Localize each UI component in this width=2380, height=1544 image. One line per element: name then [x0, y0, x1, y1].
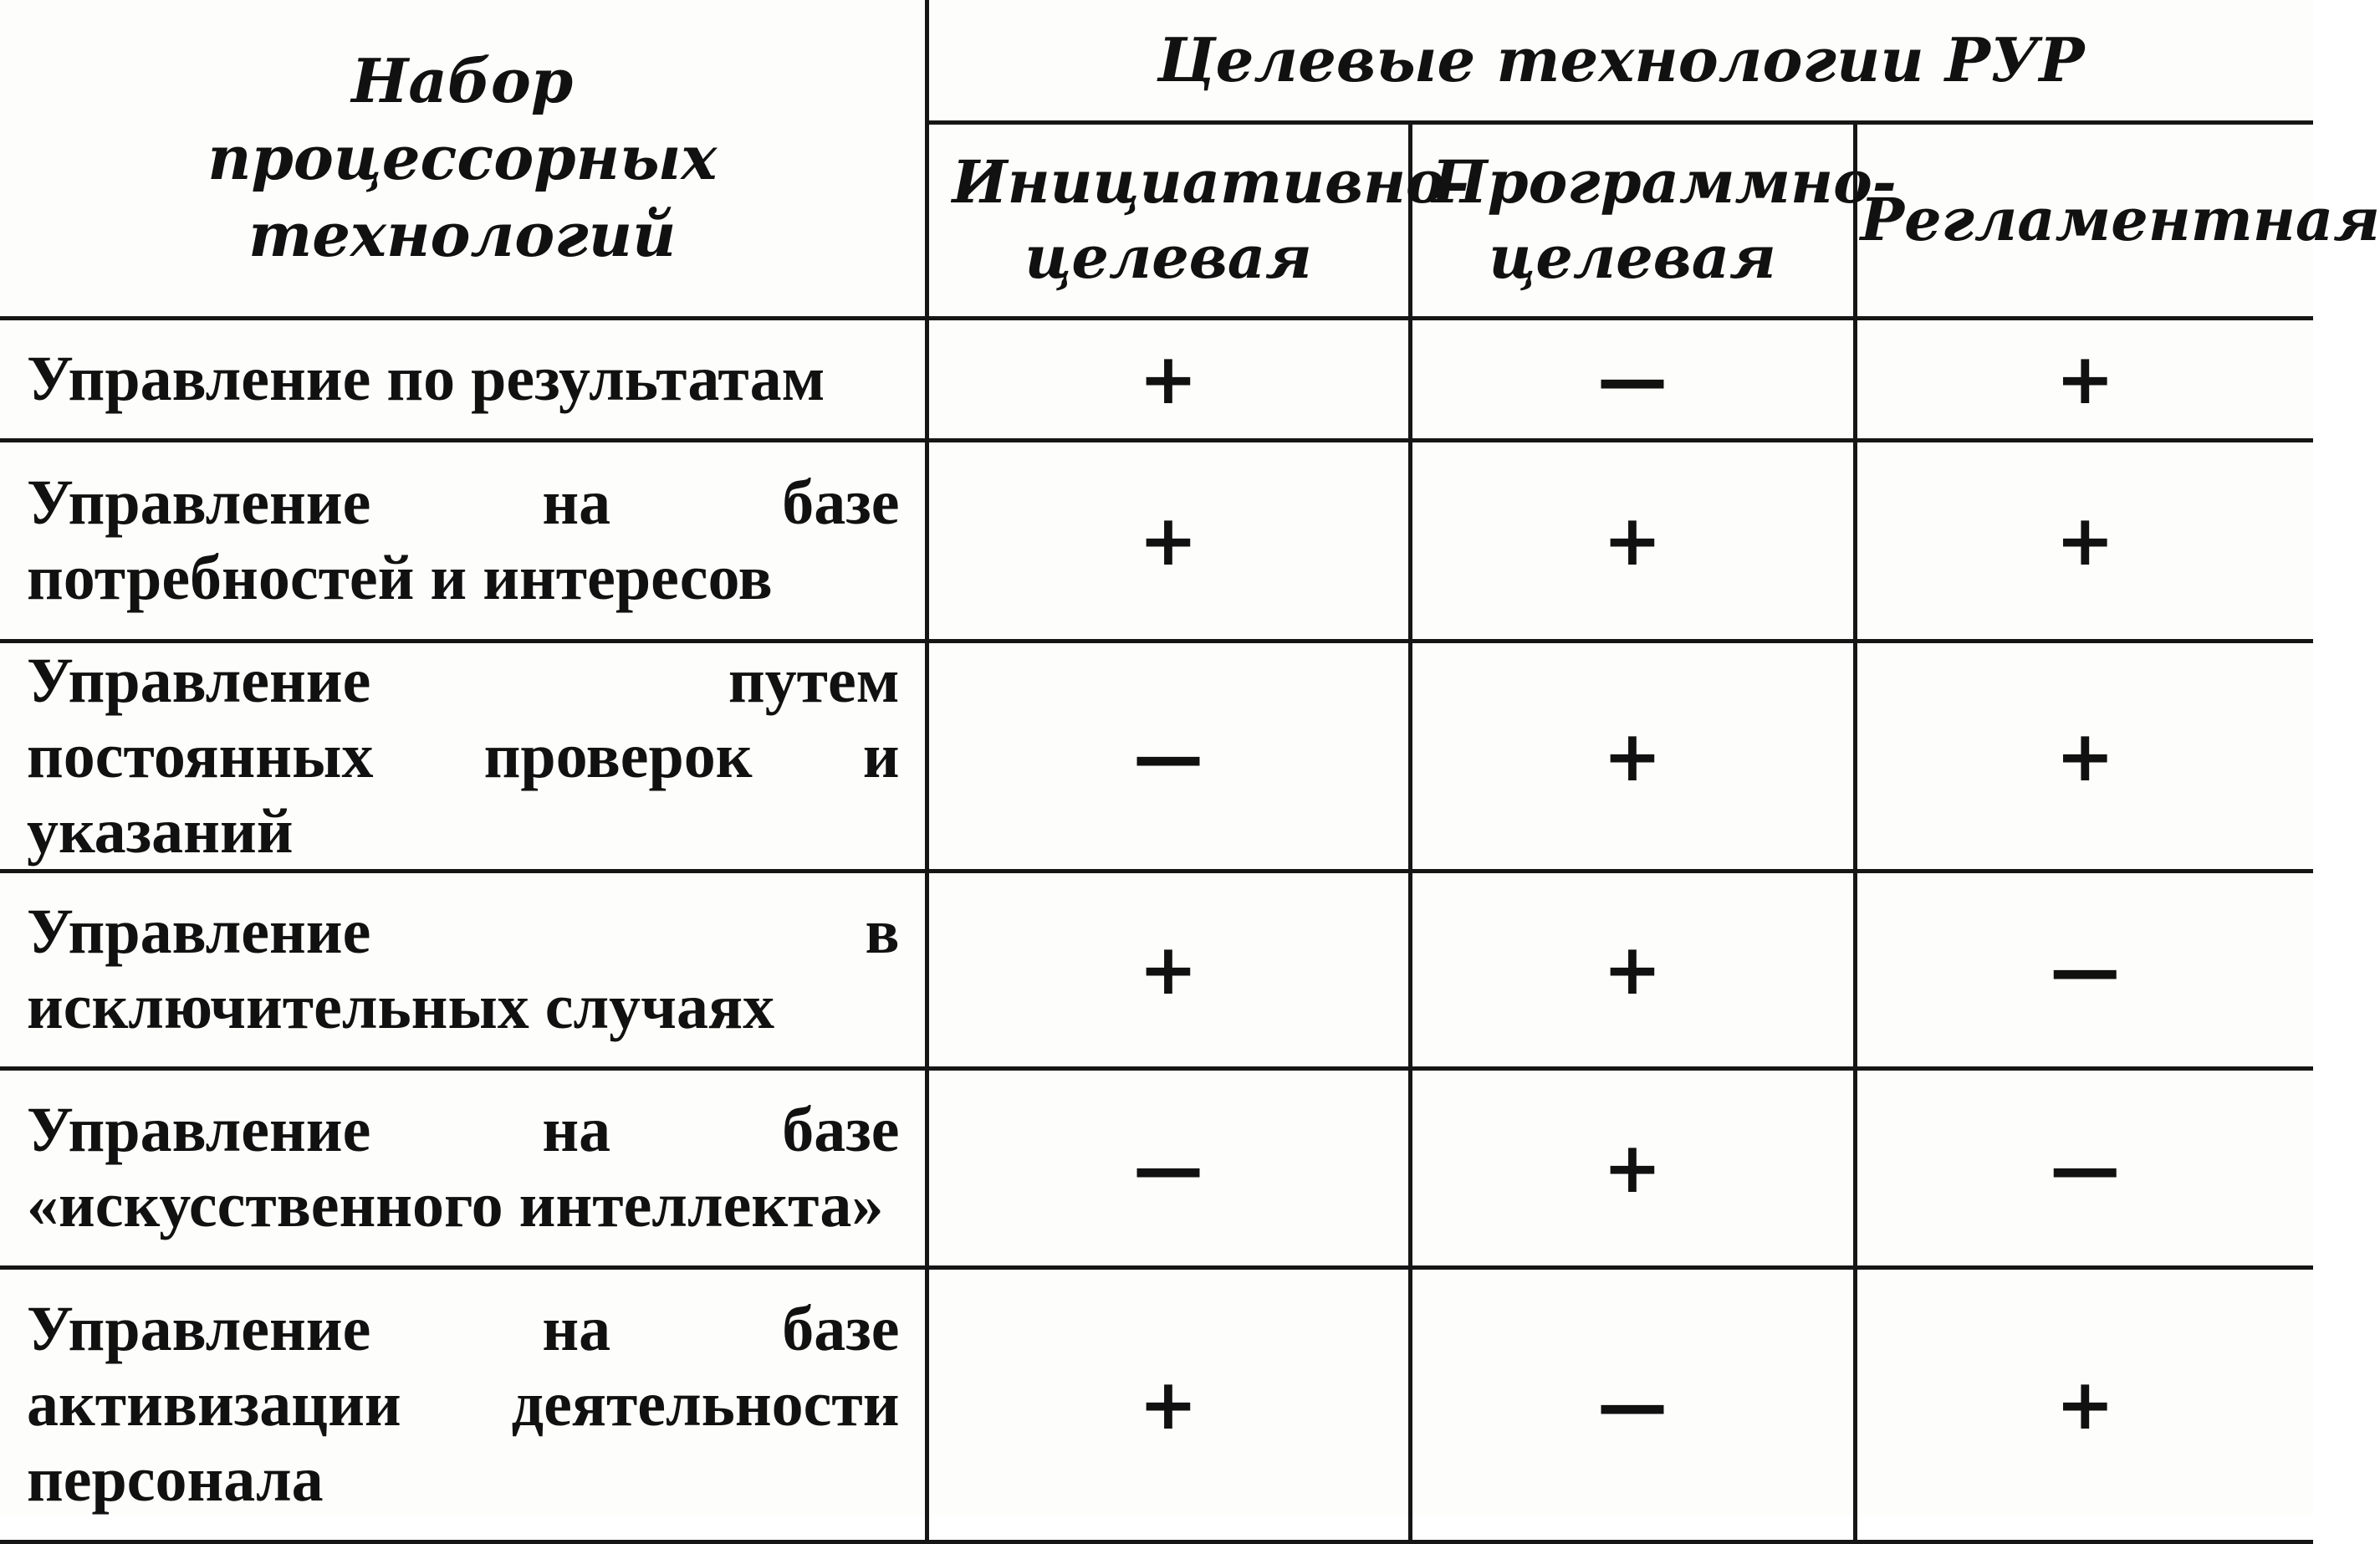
- table-row: [0, 641, 2313, 871]
- column-header-program: [1410, 122, 1897, 318]
- mark-cell: [927, 871, 1410, 1068]
- table-row: [0, 318, 2313, 440]
- table-row: [0, 1267, 2313, 1541]
- mark-cell: [927, 641, 1410, 871]
- row-label: Управление по результатам: [0, 318, 927, 440]
- mark-cell: [1410, 1267, 1855, 1541]
- row-label: Управление путем постоянных проверок и указаний: [0, 641, 927, 871]
- table-row: [0, 871, 2313, 1068]
- row-label: Управление на базе потребностей и интересов: [0, 440, 927, 641]
- mark-value: +: [1138, 499, 1198, 581]
- mark-cell: [1855, 318, 2313, 440]
- column-header-initiative: [927, 122, 1469, 318]
- mark-value: —: [1133, 1127, 1203, 1209]
- group-header-cell: [927, 0, 2313, 122]
- column-header-label: Регламентная: [1860, 185, 2380, 254]
- mark-value: +: [1602, 1127, 1662, 1209]
- mark-value: +: [2056, 714, 2115, 797]
- row-label: Управление на базе активизации деятельности персонала: [0, 1267, 927, 1541]
- table-row: [0, 440, 2313, 641]
- mark-cell: [927, 1267, 1410, 1541]
- mark-value: +: [1138, 928, 1198, 1010]
- mark-cell: [1410, 871, 1855, 1068]
- mark-value: +: [2056, 499, 2115, 581]
- mark-cell: [1855, 1267, 2313, 1541]
- mark-cell: [927, 440, 1410, 641]
- column-header-label: Инициативно-целевая: [952, 147, 1469, 292]
- mark-cell: [1410, 318, 1855, 440]
- row-header-label: Набор процессорных технологий: [207, 44, 718, 270]
- mark-cell: [927, 318, 1410, 440]
- mark-cell: [1410, 1068, 1855, 1267]
- mark-value: +: [1138, 338, 1198, 420]
- row-header-cell: [0, 0, 927, 318]
- mark-value: —: [2050, 928, 2121, 1010]
- column-header-label: Программно-целевая: [1432, 147, 1897, 292]
- mark-cell: [1410, 440, 1855, 641]
- mark-value: +: [1602, 714, 1662, 797]
- table-row: [0, 1068, 2313, 1267]
- mark-value: +: [2056, 338, 2115, 420]
- mark-value: +: [1602, 928, 1662, 1010]
- mark-cell: [1855, 871, 2313, 1068]
- mark-value: —: [2050, 1127, 2121, 1209]
- mark-value: +: [1602, 499, 1662, 581]
- row-label: Управление на базе «искусственного интеллекта»: [0, 1068, 927, 1267]
- mark-value: +: [2056, 1363, 2115, 1445]
- mark-value: —: [1133, 714, 1203, 797]
- column-header-regulation: [1855, 122, 2380, 318]
- group-header-label: Целевые технологии РУР: [1157, 23, 2085, 95]
- mark-cell: [1855, 641, 2313, 871]
- mark-value: +: [1138, 1363, 1198, 1445]
- mark-cell: [1855, 440, 2313, 641]
- row-label: Управление в исключительных случаях: [0, 871, 927, 1068]
- mark-value: —: [1597, 338, 1668, 420]
- mark-cell: [1855, 1068, 2313, 1267]
- mark-cell: [927, 1068, 1410, 1267]
- mark-cell: [1410, 641, 1855, 871]
- mark-value: —: [1597, 1363, 1668, 1445]
